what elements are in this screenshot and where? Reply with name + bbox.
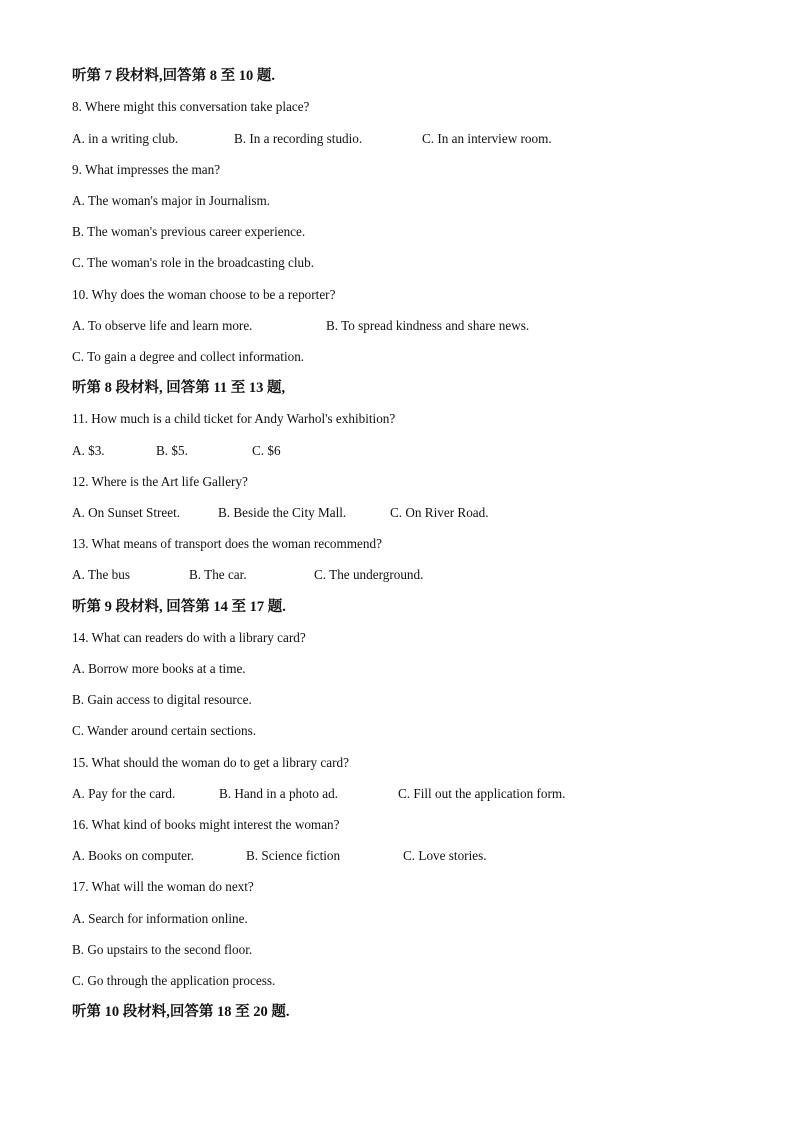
section-heading-8: 听第 8 段材料, 回答第 11 至 13 题, [72, 380, 286, 396]
q10-option-b: B. To spread kindness and share news. [326, 318, 530, 333]
q16-option-b: B. Science fiction [246, 848, 341, 863]
question-15: 15. What should the woman do to get a library card? [72, 755, 349, 770]
q12-option-c: C. On River Road. [390, 505, 489, 520]
question-13: 13. What means of transport does the woman recommend? [72, 536, 382, 551]
question-11: 11. How much is a child ticket for Andy Warhol's exhibition? [72, 411, 396, 426]
section-heading-7: 听第 7 段材料,回答第 8 至 10 题. [72, 68, 275, 84]
q13-option-a: A. The bus [72, 567, 130, 582]
q13-option-c: C. The underground. [314, 567, 424, 582]
q9-option-b: B. The woman's previous career experience. [72, 224, 306, 239]
q11-option-b: B. $5. [156, 443, 188, 458]
q8-option-b: B. In a recording studio. [234, 131, 363, 146]
q10-option-c: C. To gain a degree and collect information. [72, 349, 305, 364]
q17-option-b: B. Go upstairs to the second floor. [72, 942, 253, 957]
question-8: 8. Where might this conversation take place? [72, 99, 310, 114]
q12-option-b: B. Beside the City Mall. [218, 505, 347, 520]
q14-option-b: B. Gain access to digital resource. [72, 692, 252, 707]
question-16: 16. What kind of books might interest the woman? [72, 817, 340, 832]
q17-option-a: A. Search for information online. [72, 911, 248, 926]
question-9: 9. What impresses the man? [72, 162, 221, 177]
section-heading-10: 听第 10 段材料,回答第 18 至 20 题. [72, 1004, 290, 1020]
q14-option-a: A. Borrow more books at a time. [72, 661, 246, 676]
question-14: 14. What can readers do with a library card? [72, 630, 306, 645]
q16-option-a: A. Books on computer. [72, 848, 194, 863]
q8-option-c: C. In an interview room. [422, 131, 552, 146]
q13-option-b: B. The car. [189, 567, 247, 582]
q14-option-c: C. Wander around certain sections. [72, 723, 256, 738]
q9-option-a: A. The woman's major in Journalism. [72, 193, 271, 208]
q10-option-a: A. To observe life and learn more. [72, 318, 253, 333]
q17-option-c: C. Go through the application process. [72, 973, 276, 988]
q11-option-c: C. $6 [252, 443, 281, 458]
q8-option-a: A. in a writing club. [72, 131, 179, 146]
question-12: 12. Where is the Art life Gallery? [72, 474, 248, 489]
q9-option-c: C. The woman's role in the broadcasting club. [72, 255, 315, 270]
section-heading-9: 听第 9 段材料, 回答第 14 至 17 题. [72, 599, 286, 615]
q15-option-a: A. Pay for the card. [72, 786, 176, 801]
q16-option-c: C. Love stories. [403, 848, 487, 863]
question-17: 17. What will the woman do next? [72, 879, 254, 894]
q12-option-a: A. On Sunset Street. [72, 505, 181, 520]
question-10: 10. Why does the woman choose to be a reporter? [72, 287, 336, 302]
q15-option-c: C. Fill out the application form. [398, 786, 566, 801]
q15-option-b: B. Hand in a photo ad. [219, 786, 339, 801]
q11-option-a: A. $3. [72, 443, 105, 458]
